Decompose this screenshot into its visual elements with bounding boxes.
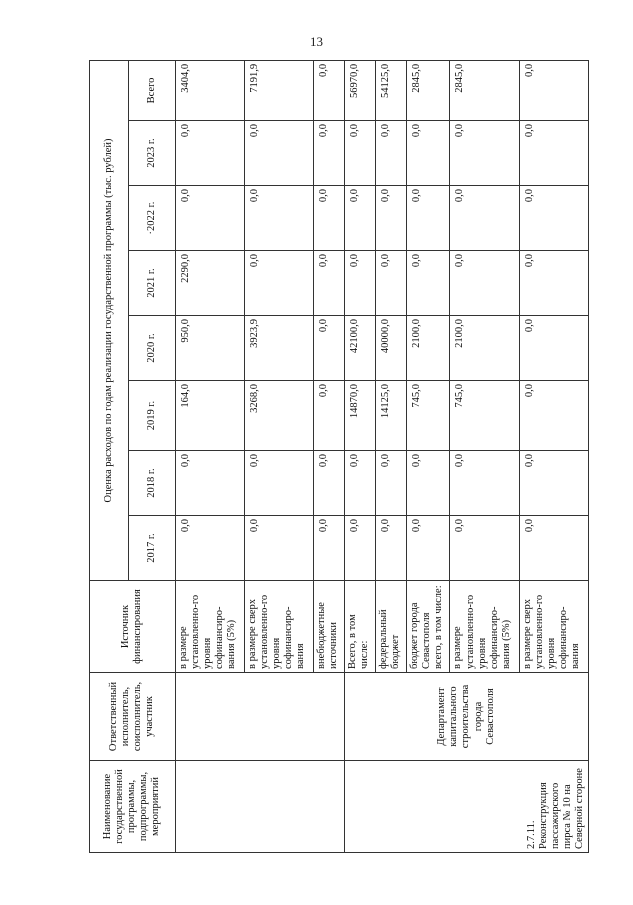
prev-executor-cell [175, 673, 344, 761]
year-header: 2021 г. [129, 251, 176, 316]
value-cell: 0,0 [345, 251, 376, 316]
value-cell: 42100,0 [345, 316, 376, 381]
source-cell: федеральный бюджет [375, 581, 406, 673]
value-cell: 2100,0 [450, 316, 519, 381]
value-cell: 0,0 [519, 316, 588, 381]
value-cell: 0,0 [345, 121, 376, 186]
year-header: 2019 г. [129, 381, 176, 451]
year-header: 2017 г. [129, 516, 176, 581]
value-cell: 0,0 [314, 451, 345, 516]
value-cell: 0,0 [175, 121, 244, 186]
total-cell: 0,0 [519, 60, 588, 120]
value-cell: 0,0 [450, 451, 519, 516]
value-cell: 14870,0 [345, 381, 376, 451]
value-cell: 0,0 [375, 451, 406, 516]
source-cell: в размере установленно-го уровня софинансиро-вания (5%) [450, 581, 519, 673]
value-cell: 0,0 [175, 186, 244, 251]
value-cell: 0,0 [406, 451, 450, 516]
value-cell: 0,0 [314, 186, 345, 251]
value-cell: 0,0 [450, 251, 519, 316]
value-cell: 0,0 [406, 251, 450, 316]
value-cell: 0,0 [406, 121, 450, 186]
value-cell: 0,0 [345, 186, 376, 251]
header-estimate: Оценка расходов по годам реализации государственной программы (тыс. рублей) [90, 60, 129, 580]
value-cell: 0,0 [244, 251, 313, 316]
value-cell: 745,0 [406, 381, 450, 451]
total-cell: 2845,0 [406, 60, 450, 120]
value-cell: 950,0 [175, 316, 244, 381]
value-cell: 0,0 [519, 516, 588, 581]
value-cell: 3268,0 [244, 381, 313, 451]
value-cell: 0,0 [314, 316, 345, 381]
value-cell: 0,0 [450, 121, 519, 186]
value-cell: 0,0 [314, 251, 345, 316]
value-cell: 14125,0 [375, 381, 406, 451]
value-cell: 0,0 [519, 381, 588, 451]
rotated-table-container [89, 61, 589, 853]
value-cell: 0,0 [519, 121, 588, 186]
total-cell: 54125,0 [375, 60, 406, 120]
value-cell: 0,0 [519, 251, 588, 316]
value-cell: 0,0 [375, 186, 406, 251]
value-cell: 3923,9 [244, 316, 313, 381]
total-cell: 3404,0 [175, 60, 244, 120]
value-cell: 0,0 [375, 251, 406, 316]
year-header: 2023 г. [129, 121, 176, 186]
project-executor-cell: Департамент капитального строительства города Севастополя [345, 673, 589, 761]
value-cell: 745,0 [450, 381, 519, 451]
value-cell: 0,0 [314, 381, 345, 451]
value-cell: 40000,0 [375, 316, 406, 381]
table-row [345, 60, 376, 852]
value-cell: 0,0 [345, 516, 376, 581]
value-cell: 164,0 [175, 381, 244, 451]
total-header: Всего [129, 60, 176, 120]
value-cell: 0,0 [375, 516, 406, 581]
value-cell: 0,0 [406, 186, 450, 251]
value-cell: 0,0 [450, 516, 519, 581]
header-source: Источник финансирования [90, 581, 176, 673]
value-cell: 0,0 [345, 451, 376, 516]
year-header: 2018 г. [129, 451, 176, 516]
header-name: Наименование государственной программы, подпрограммы, мероприятий [90, 761, 176, 853]
value-cell: 0,0 [375, 121, 406, 186]
value-cell: 2100,0 [406, 316, 450, 381]
value-cell: 2290,0 [175, 251, 244, 316]
value-cell: 0,0 [519, 186, 588, 251]
source-cell: в размере установленно-го уровня софинансиро-вания (5%) [175, 581, 244, 673]
value-cell: 0,0 [314, 121, 345, 186]
value-cell: 0,0 [314, 516, 345, 581]
year-header: ·2022 г. [129, 186, 176, 251]
financing-table [89, 60, 589, 853]
total-cell: 2845,0 [450, 60, 519, 120]
value-cell: 0,0 [406, 516, 450, 581]
source-cell: внебюджетные источники [314, 581, 345, 673]
source-cell: Всего, в том числе: [345, 581, 376, 673]
table-row [175, 60, 244, 852]
value-cell: 0,0 [450, 186, 519, 251]
project-name-cell: 2.7.11. Реконструкция пассажирского пирса № 10 на Северной стороне [345, 761, 589, 853]
value-cell: 0,0 [244, 451, 313, 516]
value-cell: 0,0 [519, 451, 588, 516]
total-cell: 0,0 [314, 60, 345, 120]
source-cell: в размере сверх установленно-го уровня софинансиро-вания [244, 581, 313, 673]
value-cell: 0,0 [244, 186, 313, 251]
value-cell: 0,0 [244, 121, 313, 186]
total-cell: 7191,9 [244, 60, 313, 120]
value-cell: 0,0 [175, 516, 244, 581]
header-row-top [90, 60, 129, 852]
source-cell: в размере сверх установленно-го уровня софинансиро-вания [519, 581, 588, 673]
value-cell: 0,0 [244, 516, 313, 581]
header-executor: Ответственный исполнитель, соисполнитель, участник [90, 673, 176, 761]
total-cell: 56970,0 [345, 60, 376, 120]
source-cell: бюджет города Севастополя всего, в том числе: [406, 581, 450, 673]
value-cell: 0,0 [175, 451, 244, 516]
page-number: 13 [310, 34, 323, 49]
prev-name-cell [175, 761, 344, 853]
year-header: 2020 г. [129, 316, 176, 381]
